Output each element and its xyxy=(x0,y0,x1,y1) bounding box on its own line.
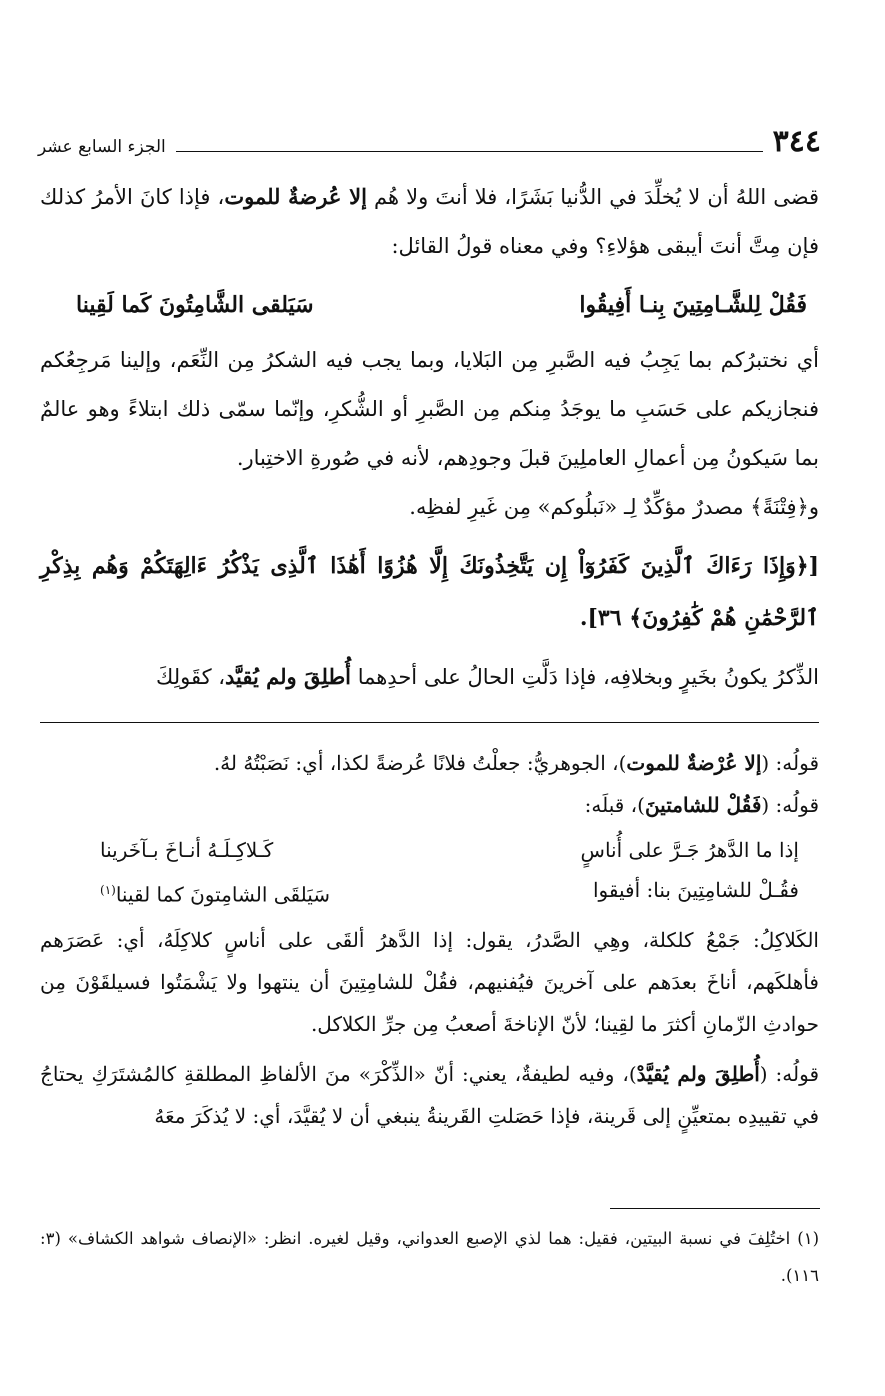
quran-verse: [﴿وَإِذَا رَءَاكَ ٱلَّذِينَ كَفَرُوٓاْ إِن يَتَّخِذُونَكَ إِلَّا هُزُوًا أَهَٰذَا ٱلَّذِى يَذْكُرُ ءَالِهَتَكُمْ وَهُم بِذِكْرِ ٱلرَّحْمَٰنِ هُمْ كَٰفِرُونَ﴾ ٣٦]. xyxy=(40,553,819,631)
bold-phrase: إلا عُرْضةٌ للموت xyxy=(626,751,762,775)
commentary-entry-2 xyxy=(40,784,819,826)
poem-hemistich: كَـلاكِـلَـهُ أنـاخَ بـآخَرينا xyxy=(100,838,274,862)
main-paragraph-4 xyxy=(40,652,819,702)
bold-phrase: إلا عُرضةٌ للموت xyxy=(224,184,367,209)
text-run: الذِّكرُ يكونُ بخَيرٍ وبخلافِه، فإذا دَلَّتِ الحالُ على أحدِهما xyxy=(351,665,819,689)
poem-block xyxy=(40,830,819,915)
main-text xyxy=(40,172,819,702)
commentary-separator xyxy=(40,722,819,723)
bold-phrase: أُطلِقَ ولم يُقيَّد xyxy=(225,664,352,689)
text-run: ، كقَولِكَ xyxy=(156,665,226,689)
text-run: )، قبلَه: xyxy=(584,793,645,817)
verse-first-hemistich: فَقُلْ لِلشَّـامِتِينَ بِنـا أَفِيقُوا xyxy=(579,292,807,318)
poem-hemistich-with-note xyxy=(100,870,330,915)
page-header xyxy=(38,118,821,158)
footnote-rule xyxy=(610,1208,820,1209)
commentary-entry-4 xyxy=(40,1053,819,1137)
text-run: قولُه: ( xyxy=(761,751,819,775)
page-number: ٣٤٤ xyxy=(772,124,821,159)
commentary-entry-1 xyxy=(40,742,819,784)
text-run: قولُه: ( xyxy=(761,793,819,817)
commentary-entry-3: الكَلاكِلُ: جَمْعُ كلكلة، وهِي الصَّدرُ، يقول: إذا الدَّهرُ ألقَى على أناسٍ كلاكِلَهُ، أي: عَصَرَهم فأهلكَهم، أناخَ بعدَهم على آخرينَ فيُفنيهم، فقُلْ للشامِتِينَ أن ينتهوا ولا يَشْمَتُوا فسيلقَوْنَ مِن حوادثِ الزّمانِ أكثرَ ما لقِينا؛ لأنّ الإناخةَ أصعبُ مِن جرِّ الكلاكل. xyxy=(40,927,819,1036)
text-run: )، الجوهريُّ: جعلْتُ فلانًا عُرضةً لكذا، أي: نَصَبْتُهُ لهُ. xyxy=(213,751,627,775)
commentary-section xyxy=(40,742,819,1137)
poem-hemistich: إذا ما الدَّهرُ جَـرَّ على أُناسٍ xyxy=(580,838,799,862)
main-paragraph-1 xyxy=(40,172,819,271)
poem-hemistich: فقُـلْ للشامِتِينَ بنا: أفيقوا xyxy=(592,878,799,902)
poem-line-1 xyxy=(100,830,799,870)
bold-phrase: فَقُلْ للشامتينَ xyxy=(644,793,762,817)
poem-hemistich: سَيَلقَى الشامِتونَ كما لقينا xyxy=(115,882,331,907)
verse-second-hemistich: سَيَلقى الشَّامِتُونَ كَما لَقِينا xyxy=(76,292,314,318)
main-paragraph-2: أي نختبرُكم بما يَجِبُ فيه الصَّبرِ مِن البَلايا، وبما يجب فيه الشكرُ مِن النِّعَم، وإلينا مَرجِعُكم فنجازيكم على حَسَبِ ما يوجَدُ مِنكم مِن الصَّبرِ أو الشُّكرِ، وإنّما سمّى ذلك ابتلاءً وهو عالمٌ بما سَيكونُ مِن أعمالِ العاملِينَ قبلَ وجودِهم، لأنه في صُورةِ الاختِبار. xyxy=(40,348,819,470)
text-run: ، فإذا كانَ الأمرُ كذلك فإن مِتَّ أنتَ أيبقى هؤلاءِ؟ وفي معناه قولُ القائل: xyxy=(40,185,819,258)
header-rule xyxy=(176,151,763,152)
poem-line-2 xyxy=(100,870,799,915)
text-run: قضى اللهُ أن لا يُخلِّدَ في الدُّنيا بَشَرًا، فلا أنتَ ولا هُم xyxy=(366,185,819,209)
main-paragraph-3: و﴿فِتْنَةً﴾ مصدرٌ مؤكِّدٌ لِـ «نَبلُوكم» مِن غَيرِ لفظِه. xyxy=(409,495,819,519)
text-run: )، وفيه لطيفةٌ، يعني: أنّ «الذِّكْرَ» منَ الألفاظِ المطلقةِ كالمُشتَرَكِ يحتاجُ في تقييدِه بمتعيِّنٍ إلى قَرينة، فإذا حَصَلتِ القَرينةُ ينبغي أن لا يُقيَّدَ، أي: لا يُذكَرَ معَهُ xyxy=(40,1061,819,1128)
bold-phrase: أُطلِقَ ولم يُقيَّدْ xyxy=(636,1061,760,1086)
footnote xyxy=(40,1220,819,1294)
verse-line xyxy=(40,281,819,330)
text-run: قولُه: ( xyxy=(759,1061,819,1086)
footnote-marker[interactable]: (١) xyxy=(100,883,116,897)
footnote-text: (١) اختُلِفَ في نسبة البيتين، فقيل: هما لذي الإصبع العدواني، وقيل لغيره. انظر: «الإنصاف شواهد الكشاف» (٣: ١١٦). xyxy=(40,1229,819,1285)
running-title: الجزء السابع عشر xyxy=(38,137,166,157)
